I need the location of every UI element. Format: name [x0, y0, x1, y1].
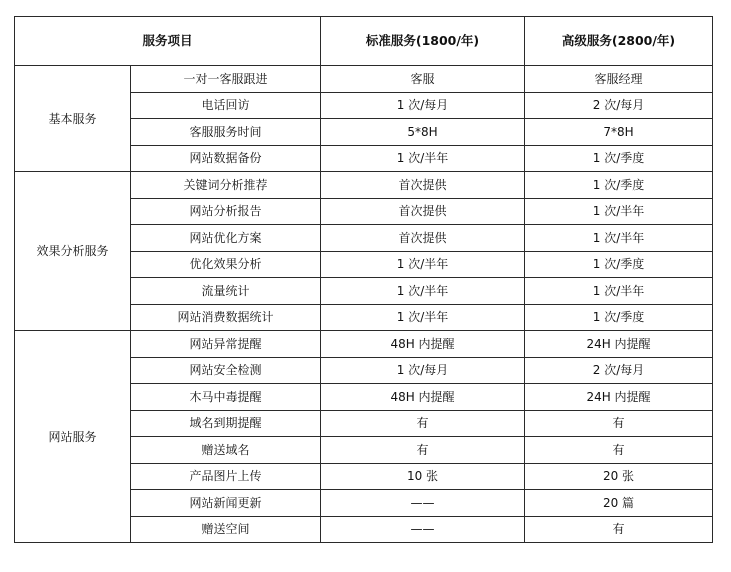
- table-row: [15, 66, 713, 93]
- premium-value: 1 次/半年: [525, 278, 713, 305]
- standard-value: 首次提供: [321, 225, 525, 252]
- service-item-name: 网站优化方案: [131, 225, 321, 252]
- standard-value: 有: [321, 437, 525, 464]
- table-header-row: [15, 17, 713, 66]
- group-label-basic: 基本服务: [15, 66, 131, 172]
- premium-value: 24H 内提醒: [525, 331, 713, 358]
- service-item-name: 网站异常提醒: [131, 331, 321, 358]
- standard-value: ——: [321, 490, 525, 517]
- standard-value: 1 次/半年: [321, 304, 525, 331]
- service-item-name: 赠送域名: [131, 437, 321, 464]
- standard-value: 1 次/半年: [321, 251, 525, 278]
- group-label-website: 网站服务: [15, 331, 131, 543]
- premium-value: 有: [525, 516, 713, 543]
- group-label-analysis: 效果分析服务: [15, 172, 131, 331]
- service-item-name: 产品图片上传: [131, 463, 321, 490]
- service-item-name: 网站消费数据统计: [131, 304, 321, 331]
- premium-value: 1 次/季度: [525, 304, 713, 331]
- standard-value: 48H 内提醒: [321, 331, 525, 358]
- standard-value: 有: [321, 410, 525, 437]
- premium-value: 24H 内提醒: [525, 384, 713, 411]
- premium-value: 2 次/每月: [525, 357, 713, 384]
- table-row: [15, 331, 713, 358]
- standard-value: 1 次/半年: [321, 145, 525, 172]
- service-comparison-table: [14, 16, 713, 543]
- service-item-name: 优化效果分析: [131, 251, 321, 278]
- premium-value: 1 次/季度: [525, 145, 713, 172]
- standard-value: 1 次/每月: [321, 357, 525, 384]
- standard-value: ——: [321, 516, 525, 543]
- standard-value: 48H 内提醒: [321, 384, 525, 411]
- service-item-name: 域名到期提醒: [131, 410, 321, 437]
- standard-value: 客服: [321, 66, 525, 93]
- service-item-name: 关键词分析推荐: [131, 172, 321, 199]
- service-item-name: 赠送空间: [131, 516, 321, 543]
- header-service-item: 服务项目: [15, 17, 321, 66]
- premium-value: 2 次/每月: [525, 92, 713, 119]
- service-item-name: 网站分析报告: [131, 198, 321, 225]
- service-item-name: 木马中毒提醒: [131, 384, 321, 411]
- premium-value: 有: [525, 410, 713, 437]
- service-item-name: 一对一客服跟进: [131, 66, 321, 93]
- standard-value: 5*8H: [321, 119, 525, 146]
- standard-value: 首次提供: [321, 172, 525, 199]
- service-item-name: 流量统计: [131, 278, 321, 305]
- premium-value: 1 次/季度: [525, 172, 713, 199]
- premium-value: 1 次/半年: [525, 225, 713, 252]
- premium-value: 客服经理: [525, 66, 713, 93]
- premium-value: 1 次/半年: [525, 198, 713, 225]
- standard-value: 首次提供: [321, 198, 525, 225]
- header-standard-service: 标准服务(1800/年): [321, 17, 525, 66]
- premium-value: 20 篇: [525, 490, 713, 517]
- service-item-name: 客服服务时间: [131, 119, 321, 146]
- premium-value: 20 张: [525, 463, 713, 490]
- table-row: [15, 172, 713, 199]
- service-item-name: 网站新闻更新: [131, 490, 321, 517]
- premium-value: 1 次/季度: [525, 251, 713, 278]
- standard-value: 1 次/半年: [321, 278, 525, 305]
- standard-value: 10 张: [321, 463, 525, 490]
- premium-value: 有: [525, 437, 713, 464]
- service-item-name: 网站安全检测: [131, 357, 321, 384]
- service-item-name: 电话回访: [131, 92, 321, 119]
- standard-value: 1 次/每月: [321, 92, 525, 119]
- premium-value: 7*8H: [525, 119, 713, 146]
- header-premium-service: 高级服务(2800/年): [525, 17, 713, 66]
- service-item-name: 网站数据备份: [131, 145, 321, 172]
